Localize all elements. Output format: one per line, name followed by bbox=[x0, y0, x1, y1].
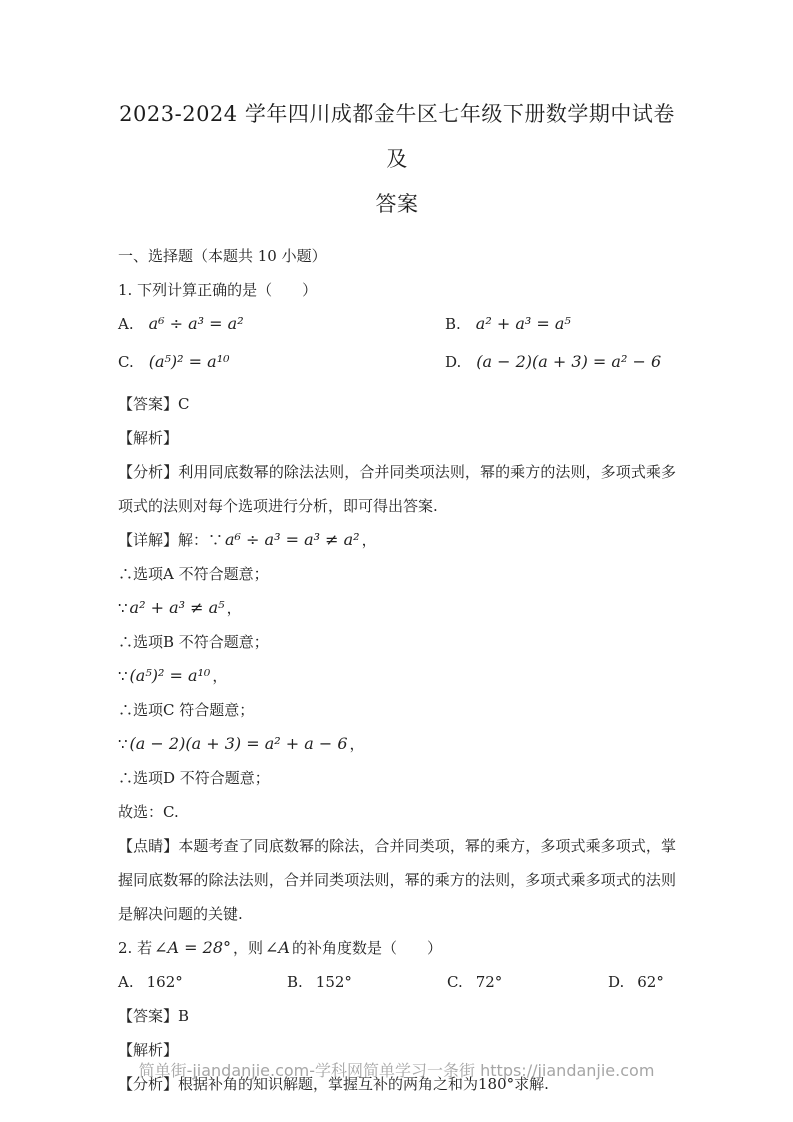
solution-step bbox=[118, 727, 676, 761]
step-text: ∴选项A 不符合题意； bbox=[118, 565, 269, 583]
question1-answer-line bbox=[118, 387, 676, 421]
question2-options-row bbox=[118, 965, 676, 999]
option-c-formula: (a⁵)² = a¹⁰ bbox=[148, 352, 230, 371]
option-a-formula: a⁶ ÷ a³ = a² bbox=[148, 314, 244, 333]
section-header: 一、选择题（本题共 10 小题） bbox=[118, 247, 327, 265]
page-title-line2: 答案 bbox=[375, 192, 419, 216]
page-title-line1: 2023-2024 学年四川成都金牛区七年级下册数学期中试卷及 bbox=[119, 102, 675, 171]
question1-options-row2 bbox=[118, 345, 676, 379]
solution-conclusion bbox=[118, 795, 676, 829]
solution-step bbox=[118, 523, 676, 557]
question1-options-row1 bbox=[118, 307, 676, 341]
option-c-label: C. bbox=[118, 353, 134, 371]
step-punct: ， bbox=[361, 531, 377, 549]
option-c-value: 72° bbox=[475, 973, 503, 991]
solution-step bbox=[118, 693, 676, 727]
option-d bbox=[608, 965, 676, 999]
stem-text: 2. 若 bbox=[118, 939, 153, 957]
option-d-formula: (a − 2)(a + 3) = a² − 6 bbox=[476, 352, 662, 371]
question2-analysis-paragraph: 【分析】根据补角的知识解题，掌握互补的两角之和为180°求解. bbox=[118, 1075, 549, 1093]
step-text: ∵ bbox=[118, 599, 128, 617]
step-text: 故选：C. bbox=[118, 803, 179, 821]
question2-answer-line bbox=[118, 999, 676, 1033]
option-b bbox=[287, 965, 447, 999]
step-text: ∴选项B 不符合题意； bbox=[118, 633, 269, 651]
question1-analysis-paragraph: 【分析】利用同底数幂的除法法则，合并同类项法则，幂的乘方的法则，多项式乘多项式的法则对每个选项进行分析，即可得出答案. bbox=[118, 463, 676, 515]
stem-formula: ∠A bbox=[265, 938, 290, 957]
step-formula: (a⁵)² = a¹⁰ bbox=[129, 666, 211, 685]
step-formula: a² + a³ ≠ a⁵ bbox=[129, 598, 225, 617]
stem-text: 的补角度数是（ ） bbox=[291, 939, 442, 957]
answer-label: 【答案】 bbox=[118, 1007, 179, 1025]
solution-step bbox=[118, 591, 676, 625]
step-text: ∵ bbox=[118, 667, 128, 685]
step-text: ∴选项C 符合题意； bbox=[118, 701, 255, 719]
page-title bbox=[118, 92, 676, 227]
option-a-label: A. bbox=[118, 973, 134, 991]
footer-watermark: 简单街-jiandanjie.com-学科网简单学习一条街 https://jiandanjie.com bbox=[138, 1061, 655, 1080]
question1-analysis-header: 【解析】 bbox=[118, 429, 179, 447]
option-b-formula: a² + a³ = a⁵ bbox=[475, 314, 571, 333]
option-c bbox=[118, 345, 445, 379]
solution-step bbox=[118, 557, 676, 591]
option-c bbox=[447, 965, 608, 999]
question1-note-paragraph: 【点睛】本题考查了同底数幂的除法，合并同类项，幂的乘方，多项式乘多项式，掌握同底数幂的除法法则，合并同类项法则，幂的乘方的法则，多项式乘多项式的法则是解决问题的关键. bbox=[118, 837, 676, 923]
question1-stem: 1. 下列计算正确的是（ ） bbox=[118, 281, 318, 299]
step-formula: a⁶ ÷ a³ = a³ ≠ a² bbox=[225, 530, 360, 549]
step-punct: ， bbox=[226, 599, 242, 617]
stem-text: ，则 bbox=[233, 939, 264, 957]
option-d-value: 62° bbox=[637, 973, 664, 991]
question2-stem bbox=[118, 931, 676, 965]
solution-step bbox=[118, 659, 676, 693]
solution-step bbox=[118, 761, 676, 795]
answer-label: 【答案】 bbox=[118, 395, 179, 413]
step-text: ∴选项D 不符合题意； bbox=[118, 769, 270, 787]
option-a bbox=[118, 307, 445, 341]
option-b-label: B. bbox=[287, 973, 303, 991]
option-d-label: D. bbox=[608, 973, 625, 991]
option-c-label: C. bbox=[447, 973, 463, 991]
option-a bbox=[118, 965, 287, 999]
step-punct: ， bbox=[349, 735, 365, 753]
option-d-label: D. bbox=[445, 353, 462, 371]
option-b-label: B. bbox=[445, 315, 461, 333]
step-text: 【详解】解：∵ bbox=[118, 531, 224, 549]
option-b bbox=[445, 307, 676, 341]
solution-step bbox=[118, 625, 676, 659]
option-a-label: A. bbox=[118, 315, 134, 333]
answer-value: B bbox=[178, 1007, 190, 1025]
question2-analysis-header: 【解析】 bbox=[118, 1041, 179, 1059]
step-formula: (a − 2)(a + 3) = a² + a − 6 bbox=[129, 734, 348, 753]
stem-formula: ∠A = 28° bbox=[154, 938, 231, 957]
document-content bbox=[118, 92, 676, 1101]
step-punct: ， bbox=[212, 667, 228, 685]
option-a-value: 162° bbox=[146, 973, 183, 991]
answer-value: C bbox=[178, 395, 190, 413]
option-d bbox=[445, 345, 676, 379]
step-text: ∵ bbox=[118, 735, 128, 753]
option-b-value: 152° bbox=[315, 973, 352, 991]
